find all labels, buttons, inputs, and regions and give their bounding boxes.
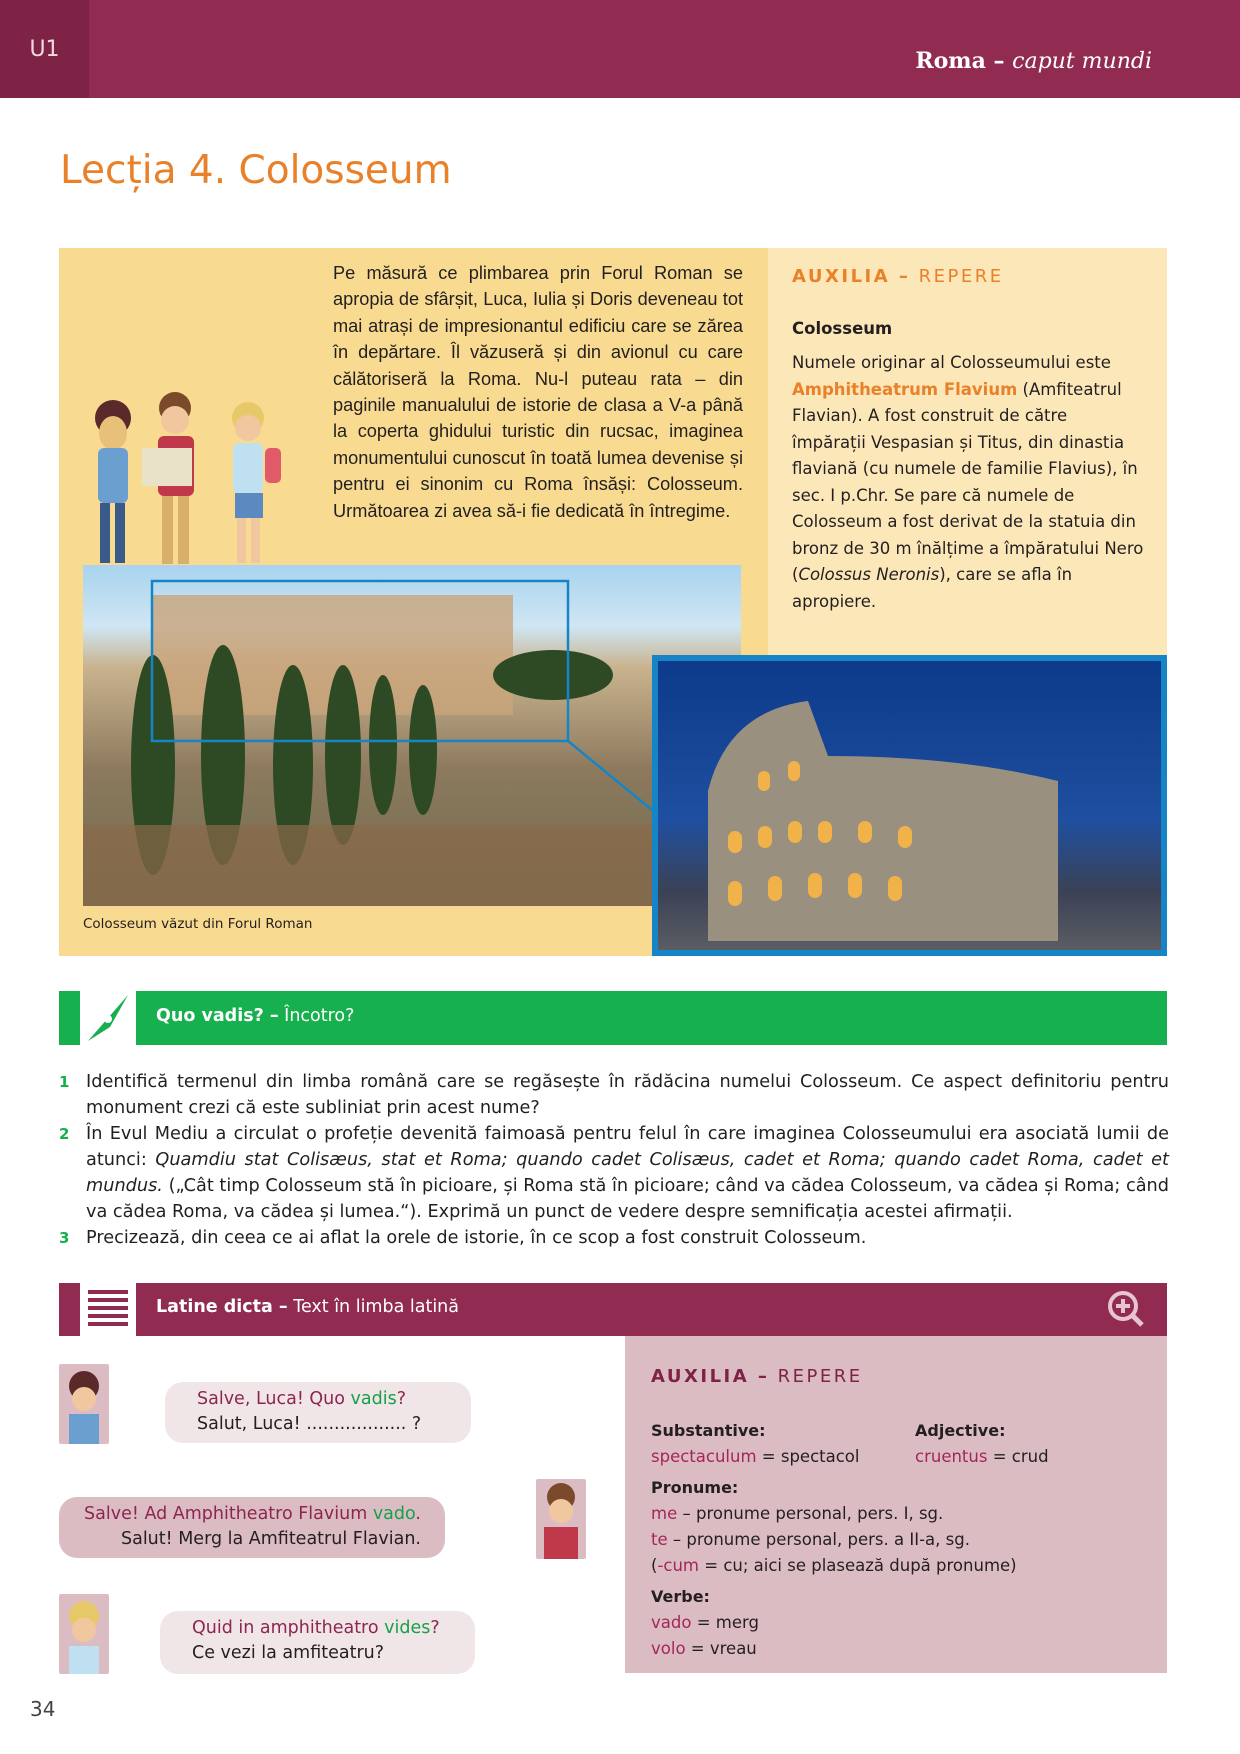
header-title-italic: caput mundi [1012, 49, 1152, 74]
girl-hat-figure [95, 400, 131, 563]
latine-dicta-title: Latine dicta – Text în limba latină [156, 1297, 459, 1317]
compass-icon [80, 991, 136, 1045]
avatar-girl-hat [59, 1364, 109, 1444]
photo-caption: Colosseum văzut din Forul Roman [83, 916, 313, 932]
auxilia-heading-sub: REPERE [910, 266, 1004, 287]
question-item: 1 Identifică termenul din limba română care se regăsește în rădăcina numelui Colosseum. Ce aspect definitoriu pentru monument crezi că este subliniat prin acest nume? [59, 1072, 1169, 1118]
lesson-title: Lecția 4. Colosseum [60, 148, 452, 193]
auxilia-box [768, 248, 1167, 656]
auxilia-text: Numele originar al Colosseumului este Amphitheatrum Flavium (Amfiteatrul Flavian). A fost construit de către împărații Vespasian și Titus, din dinastia flaviană (cu numele de familie Flavius), în sec. I p.Chr. Se pare că numele de Colosseum a fost derivat de la statuia din bronz de 30 m înălțime a împăratului Nero (Colossus Neronis), care se afla în apropiere. [792, 353, 1144, 611]
avatar-girl-blonde [59, 1594, 109, 1674]
colosseum-night-photo [652, 655, 1167, 956]
boy-map-figure [142, 392, 194, 564]
speech-bubble: Salve! Ad Amphitheatro Flavium vado. Salut! Merg la Amfiteatrul Flavian. [59, 1497, 445, 1558]
auxilia-subtitle: Colosseum [792, 319, 893, 338]
page-number: 34 [30, 1697, 56, 1721]
header-title [915, 48, 1152, 74]
question-item: 2 În Evul Mediu a circulat o profeție devenită faimoasă pentru felul în care imaginea Colosseumului era asociată lumii de atunci: Quamdiu stat Colisæus, stat et Roma; quando cadet Colisæus, cadet et Roma; quando cadet Roma, cadet et mundus. („Cât timp Colosseum stă în picioare, și Roma stă în picioare; când va cădea Colosseum, va cădea și Roma; când va cădea Roma, va cădea și lumea.“). Exprimă un punct de vedere despre semnificația acestei afirmații. [59, 1124, 1169, 1222]
text-lines-icon-area [80, 1283, 136, 1336]
zoom-in-icon[interactable] [1105, 1288, 1147, 1330]
compass-icon-area [80, 991, 136, 1045]
text-lines-icon [80, 1283, 136, 1336]
auxilia-heading: AUXILIA – [792, 266, 911, 287]
children-illustration [80, 388, 305, 565]
avatar-boy [536, 1479, 586, 1559]
header-title-main: Roma – [915, 48, 1005, 74]
quo-vadis-title: Quo vadis? – Încotro? [156, 1006, 355, 1026]
speech-bubble: Quid in amphitheatro vides? Ce vezi la amfiteatru? [160, 1611, 475, 1674]
forum-photo [83, 565, 741, 906]
question-list [59, 1069, 1169, 1251]
speech-bubble: Salve, Luca! Quo vadis? Salut, Luca! .................. ? [165, 1382, 471, 1443]
unit-label: U1 [0, 0, 89, 98]
intro-paragraph: Pe măsură ce plimbarea prin Forul Roman se apropia de sfârșit, Luca, Iulia și Doris deveneau tot mai atrași de impresionantul edificiu care se zărea în depărtare. Îl văzuseră și din avionul cu care călătoriseră la Roma. Nu-l puteau rata – din paginile manualului de istorie de clasa a V-a până la coperta ghidului turistic din rucsac, imaginea monumentului cunoscut în toată lumea devenise și pentru ei sinonim cu Roma însăși: Colosseum. Următoarea zi avea să-i fie dedicată în întregime. [333, 263, 743, 521]
question-item: 3 Precizează, din ceea ce ai aflat la orele de istorie, în ce scop a fost construit Colosseum. [59, 1228, 867, 1248]
auxilia-vocabulary-box: AUXILIA – REPERE Substantive: spectaculum = spectacol Adjective: cruentus = crud Pronume: me – pronume personal, pers. I, sg. te – pronume personal, pers. a II-a, sg. (-cum = cu; aici se plasează după pronume) Verbe: vado = merg volo = vreau [625, 1336, 1167, 1673]
girl-tablet-figure [232, 402, 281, 563]
